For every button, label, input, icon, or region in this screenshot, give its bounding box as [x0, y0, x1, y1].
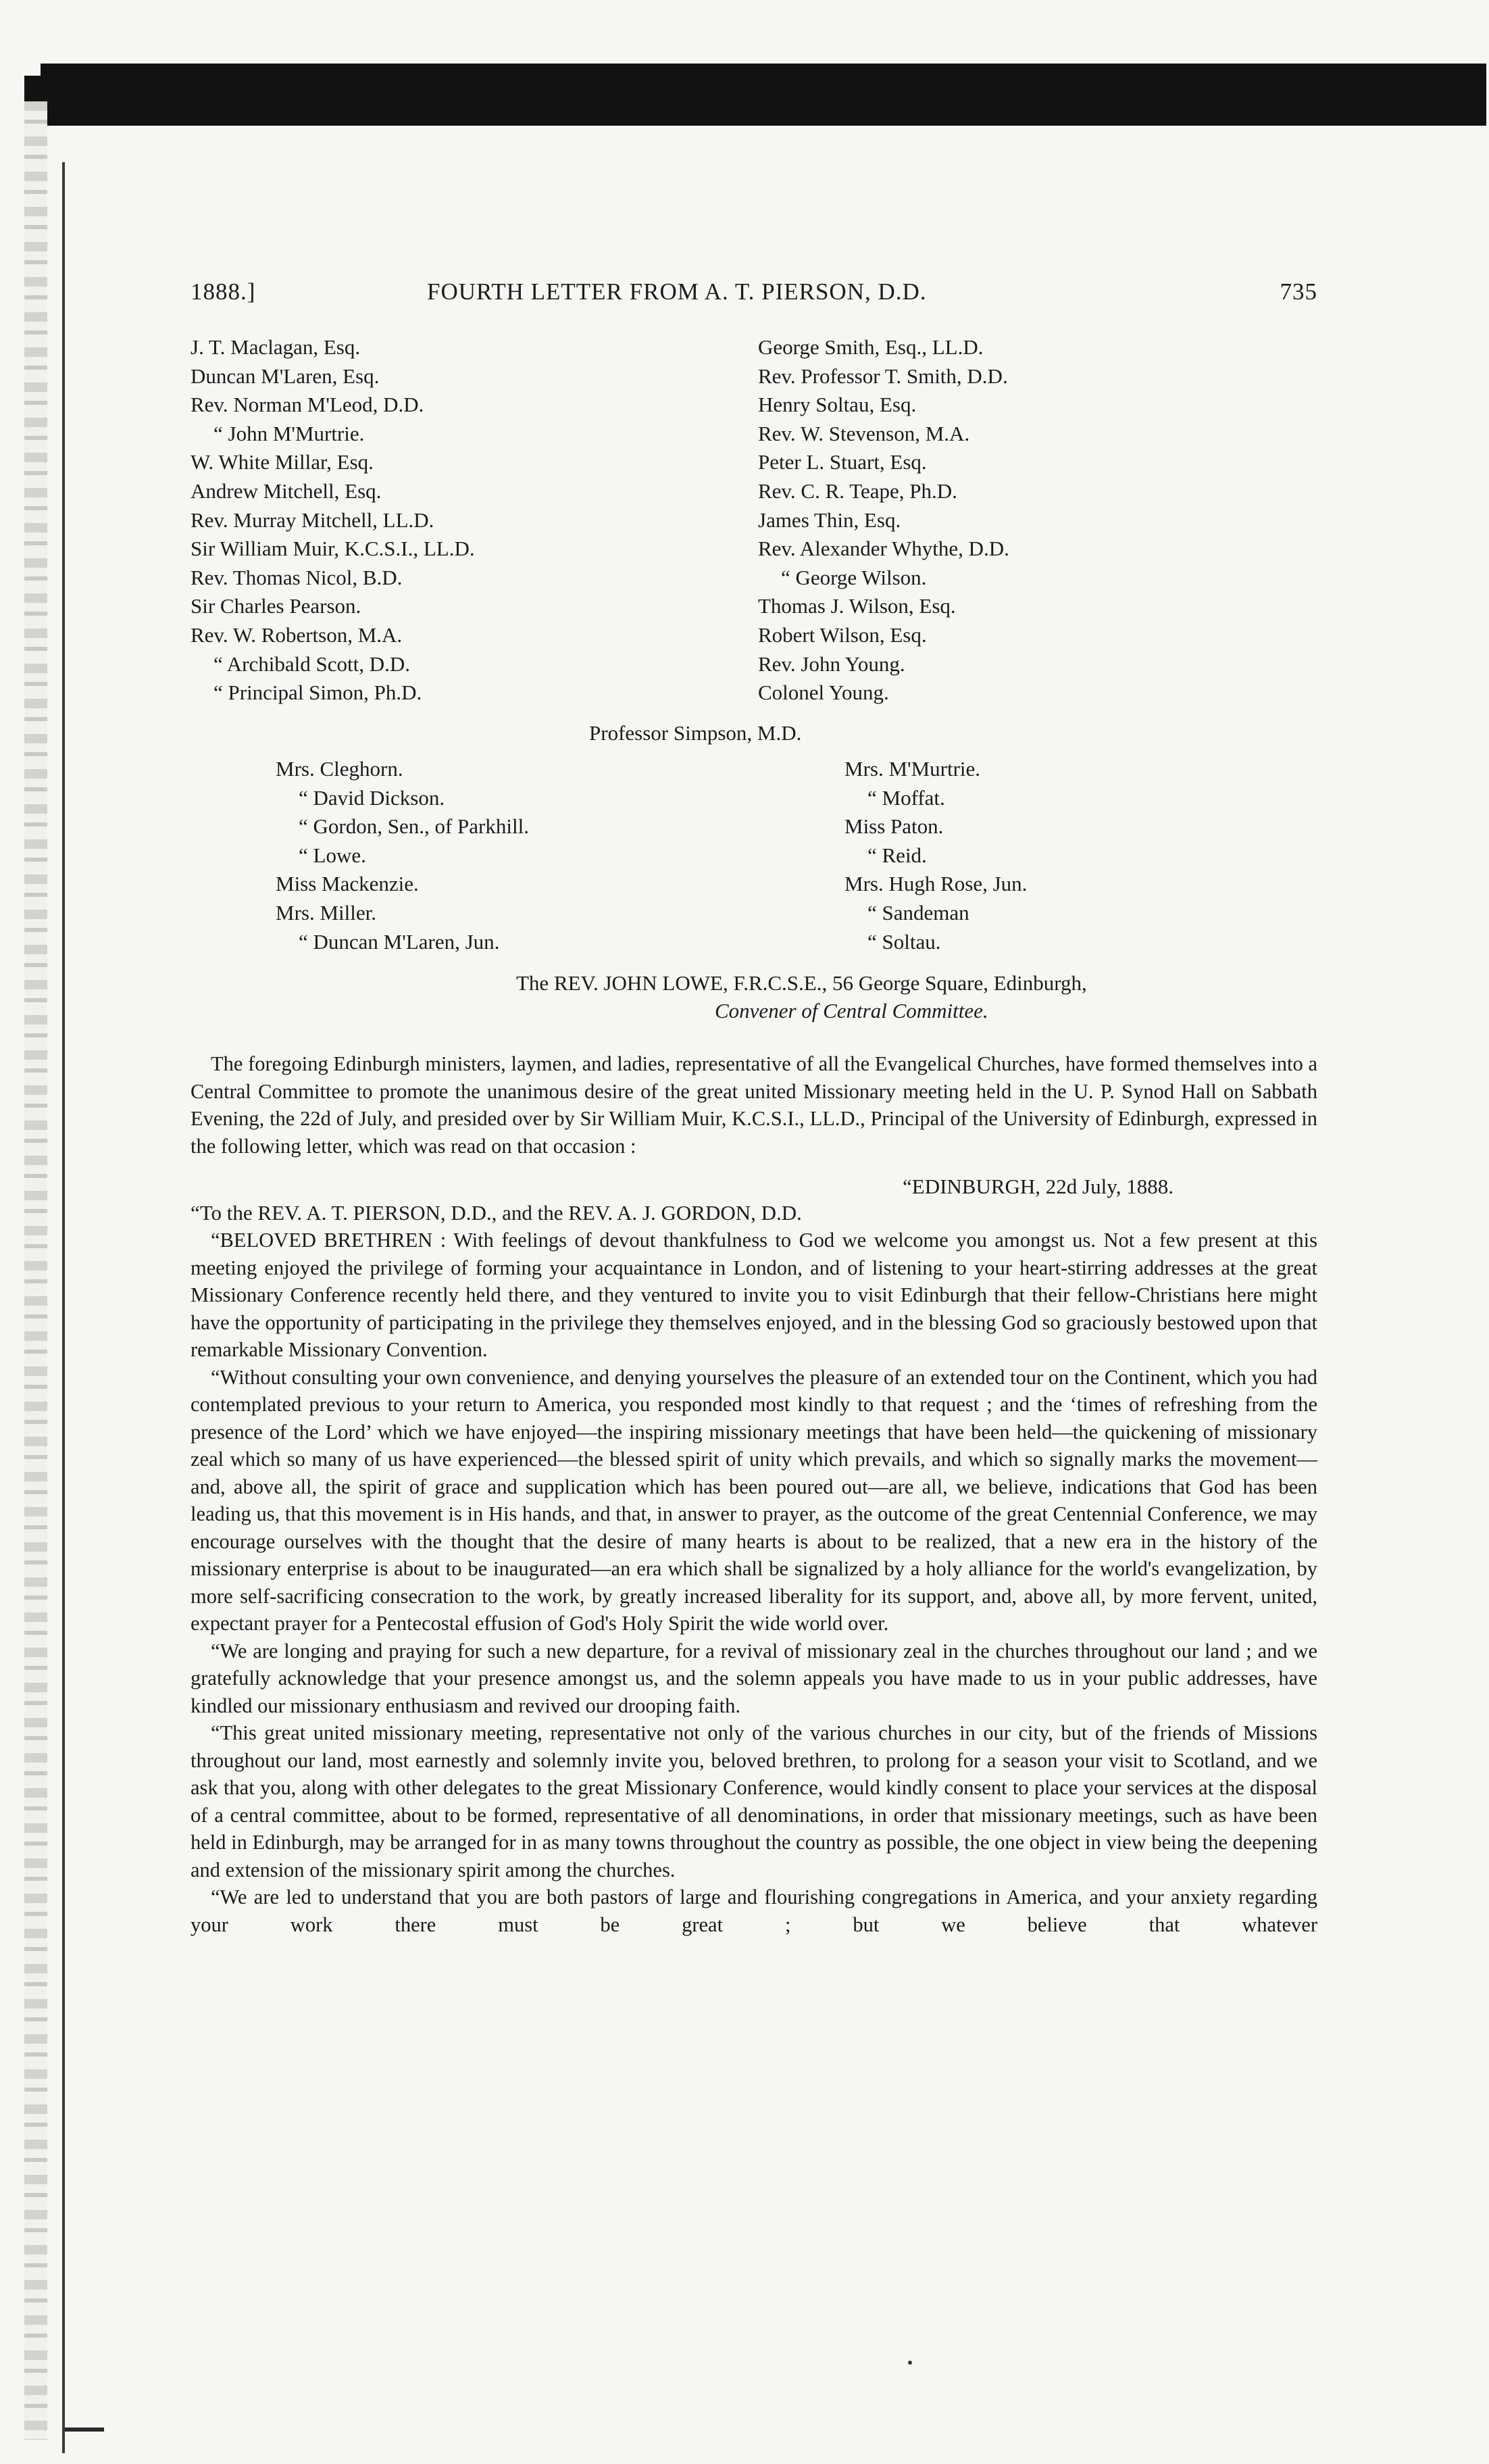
name-entry: Sir William Muir, K.C.S.I., LL.D. [191, 537, 475, 561]
letter-addressee: “To the REV. A. T. PIERSON, D.D., and the REV. A. J. GORDON, D.D. [191, 1201, 802, 1225]
letter-paragraph: “We are led to understand that you are both pastors of large and flourishing congregations in America, and your anxiety regarding your work there must be great ; but we believe that whatever [191, 1886, 1317, 1936]
lady-entry: “ Moffat. [867, 785, 945, 810]
name-entry: “ Archibald Scott, D.D. [213, 651, 411, 676]
lady-entry: “ Gordon, Sen., of Parkhill. [299, 814, 529, 839]
professor-entry: Professor Simpson, M.D. [589, 721, 802, 745]
name-entry: Colonel Young. [758, 681, 889, 705]
scan-left-edge [24, 101, 47, 2440]
intro-paragraph-text: The foregoing Edinburgh ministers, laymen, and ladies, representative of all the Evangelical Churches, have formed themselves into a Central Committee to promote the unanimous desire of the great united Missionary meeting held in the U. P. Synod Hall on Sabbath Evening, the 22d of July, and presided over by Sir William Muir, K.C.S.I., LL.D., Principal of the University of Edinburgh, expressed in the following letter, which was read on that occasion : [191, 1052, 1317, 1158]
name-entry: Rev. W. Robertson, M.A. [191, 622, 403, 647]
lady-entry: Mrs. Hugh Rose, Jun. [844, 872, 1028, 896]
lady-entry: Miss Paton. [844, 814, 944, 839]
name-entry: Rev. John Young. [758, 651, 905, 676]
scan-speck [908, 2361, 912, 2365]
name-entry: Peter L. Stuart, Esq. [758, 450, 927, 474]
name-entry: Andrew Mitchell, Esq. [191, 478, 382, 503]
name-entry: Robert Wilson, Esq. [758, 622, 927, 647]
lady-entry: “ Soltau. [867, 929, 941, 954]
name-entry: “ John M'Murtrie. [213, 421, 365, 445]
names-left-column [191, 333, 475, 708]
scan-bottom-mark [65, 2428, 104, 2432]
letter-dateline: “EDINBURGH, 22d July, 1888. [903, 1175, 1173, 1198]
lady-entry: “ Duncan M'Laren, Jun. [299, 929, 500, 954]
letter-paragraph: “Without consulting your own convenience, and denying yourselves the pleasure of an extended tour on the Continent, which you had contemplated previous to your return to America, you responded most kindly to that request ; and the ‘times of refreshing from the presence of the Lord’ which we have enjoyed—the inspiring missionary meetings that have been held—the quickening of missionary zeal which so many of us have experienced—the blessed spirit of unity which prevails, and which so signally marks the movement—and, above all, the spirit of grace and supplication which has been poured out—are all, we believe, indications that God has been leading us, that this movement is in His hands, and that, in answer to prayer, as the outcome of the great Centennial Conference, we may encourage ourselves with the thought that the desire of many hearts is about to be realized, that a new era in the history of the missionary enterprise is about to be inaugurated—an era which shall be signalized by a holy alliance for the world's evangelization, by more self-sacrificing consecration to the work, by greatly increased liberality for its support, and, above all, by more fervent, united, expectant prayer for a Pentecostal effusion of God's Holy Spirit the wide world over. [191, 1365, 1317, 1635]
name-entry: “ George Wilson. [781, 565, 927, 589]
name-entry: W. White Millar, Esq. [191, 450, 374, 474]
intro-paragraph [191, 1050, 1317, 1160]
name-entry: Rev. C. R. Teape, Ph.D. [758, 478, 957, 503]
lady-entry: “ Reid. [867, 843, 927, 867]
scan-top-border [41, 64, 1486, 126]
signature-role: Convener of Central Committee. [715, 999, 988, 1022]
letter-body [191, 1227, 1317, 1938]
name-entry: Duncan M'Laren, Esq. [191, 364, 380, 388]
name-entry: Rev. Murray Mitchell, LL.D. [191, 508, 434, 532]
lady-entry: “ Sandeman [867, 900, 969, 925]
name-entry: Rev. Norman M'Leod, D.D. [191, 393, 424, 417]
name-entry: Sir Charles Pearson. [191, 594, 361, 618]
name-entry: Rev. W. Stevenson, M.A. [758, 421, 970, 445]
name-entry: J. T. Maclagan, Esq. [191, 335, 361, 359]
name-entry: Henry Soltau, Esq. [758, 393, 917, 417]
lady-entry: “ Lowe. [299, 843, 366, 867]
ladies-left-column [276, 755, 529, 956]
ladies-right-column [844, 755, 1027, 956]
running-header [191, 278, 1317, 316]
lady-entry: Mrs. Cleghorn. [276, 757, 403, 781]
name-entry: Thomas J. Wilson, Esq. [758, 594, 956, 618]
name-entry: George Smith, Esq., LL.D. [758, 335, 984, 359]
page-number: 735 [1280, 278, 1317, 305]
name-entry: Rev. Professor T. Smith, D.D. [758, 364, 1008, 388]
header-year: 1888.] [191, 278, 256, 305]
name-entry: Rev. Alexander Whythe, D.D. [758, 537, 1009, 561]
lady-entry: Mrs. M'Murtrie. [844, 757, 981, 781]
letter-paragraph: “BELOVED BRETHREN : With feelings of devout thankfulness to God we welcome you amongst us. Not a few present at this meeting enjoyed the privilege of forming your acquaintance in London, and of listening to your heart-stirring addresses at the great Missionary Conference recently held there, and they ventured to invite you to visit Edinburgh that their fellow-Christians here might have the opportunity of participating in the privilege they themselves enjoyed, and in the blessing God so graciously bestowed upon that remarkable Missionary Convention. [191, 1229, 1317, 1361]
signature-line: The REV. JOHN LOWE, F.R.C.S.E., 56 George Square, Edinburgh, [516, 971, 1087, 995]
scan-left-rule [62, 162, 65, 2453]
name-entry: “ Principal Simon, Ph.D. [213, 681, 422, 705]
lady-entry: Mrs. Miller. [276, 900, 376, 925]
header-title: FOURTH LETTER FROM A. T. PIERSON, D.D. [427, 278, 927, 305]
letter-paragraph: “We are longing and praying for such a new departure, for a revival of missionary zeal in the churches throughout our land ; and we gratefully acknowledge that your presence amongst us, and the solemn appeals you have made to us in your public addresses, have kindled our missionary enthusiasm and revived our drooping faith. [191, 1639, 1317, 1717]
name-entry: James Thin, Esq. [758, 508, 901, 532]
letter-paragraph: “This great united missionary meeting, representative not only of the various churches in our city, but of the friends of Missions throughout our land, most earnestly and solemnly invite you, beloved brethren, to prolong for a season your visit to Scotland, and we ask that you, along with other delegates to the great Missionary Conference, would kindly consent to place your services at the disposal of a central committee, about to be formed, representative of all denominations, in order that missionary meetings, such as have been held in Edinburgh, may be arranged for in as many towns throughout the country as possible, the one object in view being the deepening and extension of the missionary spirit among the churches. [191, 1721, 1317, 1881]
lady-entry: “ David Dickson. [299, 785, 445, 810]
names-right-column [758, 333, 1009, 708]
name-entry: Rev. Thomas Nicol, B.D. [191, 565, 403, 589]
lady-entry: Miss Mackenzie. [276, 872, 419, 896]
